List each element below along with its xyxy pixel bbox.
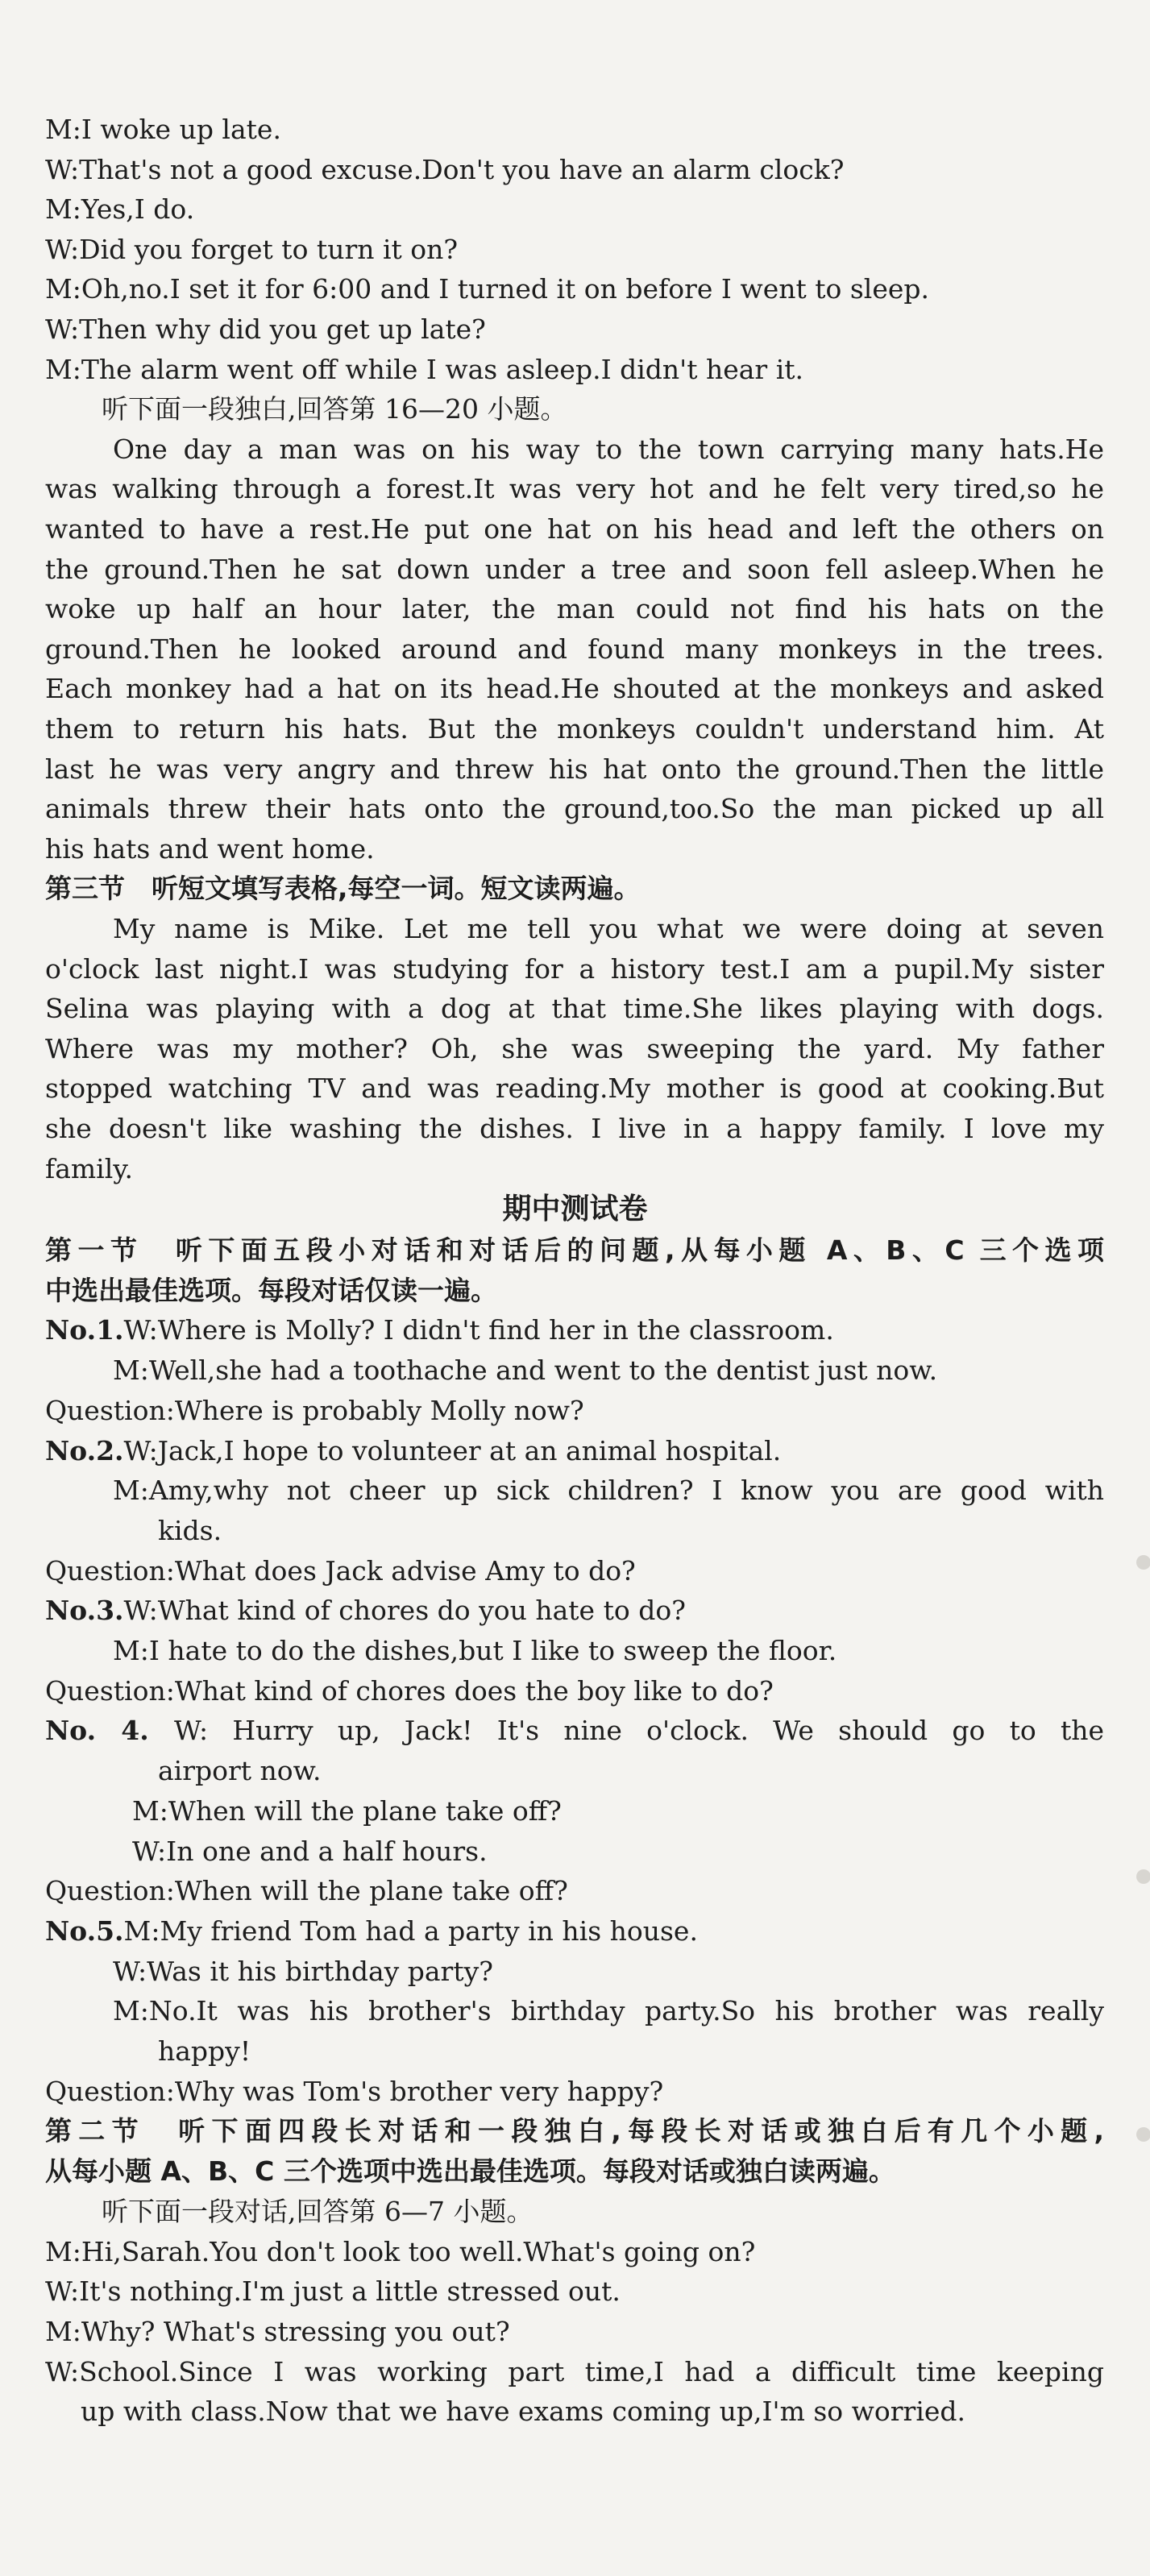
text-line: she doesn't like washing the dishes. I live in a happy family. I love my <box>45 1113 1104 1144</box>
text-line: M:I hate to do the dishes,but I like to sweep the floor. <box>113 1635 837 1666</box>
text-line: M:Oh,no.I set it for 6:00 and I turned it on before I went to sleep. <box>45 273 930 305</box>
text-line: My name is Mike. Let me tell you what we were doing at seven <box>113 913 1104 944</box>
text-line: airport now. <box>158 1755 322 1787</box>
text-line: Each monkey had a hat on its head.He shouted at the monkeys and asked <box>45 673 1104 705</box>
text-line: wanted to have a rest.He put one hat on his head and left the others on <box>45 513 1104 545</box>
text-line: W:Did you forget to turn it on? <box>45 233 459 265</box>
scan-edge-mark <box>1136 2127 1150 2142</box>
text-line: W:School.Since I was working part time,I had a difficult time keeping <box>45 2355 1104 2387</box>
text-line: No.3.W:What kind of chores do you hate to do? <box>45 1595 686 1627</box>
text-line: W:It's nothing.I'm just a little stressed out. <box>45 2275 621 2308</box>
section-heading: 第一节 听下面五段小对话和对话后的问题,从每小题 A、B、C 三个选项 <box>45 1234 1104 1266</box>
scan-edge-mark <box>1136 1555 1150 1570</box>
text-line: his hats and went home. <box>45 832 375 865</box>
text-line: W:That's not a good excuse.Don't you have an alarm clock? <box>45 153 845 185</box>
text-line: No.5.M:My friend Tom had a party in his house. <box>45 1914 698 1947</box>
scan-edge-mark <box>1136 1869 1150 1884</box>
text-line: animals threw their hats onto the ground,too.So the man picked up all <box>45 793 1104 825</box>
text-line: stopped watching TV and was reading.My mother is good at cooking.But <box>45 1072 1104 1105</box>
text-line: M:Why? What's stressing you out? <box>45 2315 510 2347</box>
section-heading: 中选出最佳选项。每段对话仅读一遍。 <box>45 1274 497 1306</box>
text-line: family. <box>45 1152 134 1184</box>
text-line: 听下面一段独白,回答第 16—20 小题。 <box>102 393 567 425</box>
text-line: Question:Why was Tom's brother very happy? <box>45 2075 664 2107</box>
text-line: M:Amy,why not cheer up sick children? I know you are good with <box>113 1475 1104 1507</box>
text-line: happy! <box>158 2035 251 2067</box>
text-line: them to return his hats. But the monkeys couldn't understand him. At <box>45 713 1104 745</box>
text-line: last he was very angry and threw his hat onto the ground.Then the little <box>45 753 1104 785</box>
section-heading: 从每小题 A、B、C 三个选项中选出最佳选项。每段对话或独白读两遍。 <box>45 2155 895 2188</box>
text-line: M:Well,she had a toothache and went to the dentist just now. <box>113 1354 938 1387</box>
text-line: M:No.It was his brother's birthday party.So his brother was really <box>113 1995 1104 2027</box>
text-line: M:Hi,Sarah.You don't look too well.What's going on? <box>45 2235 756 2267</box>
text-line: Question:What kind of chores does the boy like to do? <box>45 1674 774 1707</box>
text-line: 听下面一段对话,回答第 6—7 小题。 <box>102 2195 533 2227</box>
text-line: W:In one and a half hours. <box>132 1835 488 1867</box>
text-line: W:Then why did you get up late? <box>45 313 486 345</box>
text-line: Question:Where is probably Molly now? <box>45 1394 584 1426</box>
text-line: was walking through a forest.It was very hot and he felt very tired,so he <box>45 473 1104 505</box>
text-line: One day a man was on his way to the town carrying many hats.He <box>113 433 1104 465</box>
text-line: up with class.Now that we have exams coming up,I'm so worried. <box>81 2396 966 2428</box>
text-line: Selina was playing with a dog at that time.She likes playing with dogs. <box>45 993 1104 1025</box>
exam-title: 期中测试卷 <box>502 1193 648 1226</box>
text-line: woke up half an hour later, the man could not find his hats on the <box>45 593 1104 625</box>
text-line: W:Was it his birthday party? <box>113 1955 493 1987</box>
text-line: No.1.W:Where is Molly? I didn't find her in the classroom. <box>45 1314 834 1346</box>
text-line: M:When will the plane take off? <box>132 1794 562 1827</box>
text-line: kids. <box>158 1514 222 1546</box>
text-line: No.2.W:Jack,I hope to volunteer at an animal hospital. <box>45 1434 782 1466</box>
text-line: Question:What does Jack advise Amy to do? <box>45 1554 636 1587</box>
section-heading: 第三节 听短文填写表格,每空一词。短文读两遍。 <box>45 873 641 905</box>
text-line: Question:When will the plane take off? <box>45 1875 568 1907</box>
text-line: Where was my mother? Oh, she was sweeping the yard. My father <box>45 1032 1104 1064</box>
text-line: No. 4. W: Hurry up, Jack! It's nine o'clock. We should go to the <box>45 1715 1104 1747</box>
text-line: ground.Then he looked around and found many monkeys in the trees. <box>45 633 1104 665</box>
section-heading: 第二节 听下面四段长对话和一段独白,每段长对话或独白后有几个小题, <box>45 2115 1104 2147</box>
text-line: M:I woke up late. <box>45 114 281 145</box>
text-line: the ground.Then he sat down under a tree and soon fell asleep.When he <box>45 553 1104 585</box>
text-line: o'clock last night.I was studying for a history test.I am a pupil.My sister <box>45 952 1104 985</box>
text-line: M:The alarm went off while I was asleep.I didn't hear it. <box>45 353 803 385</box>
text-line: M:Yes,I do. <box>45 193 195 226</box>
